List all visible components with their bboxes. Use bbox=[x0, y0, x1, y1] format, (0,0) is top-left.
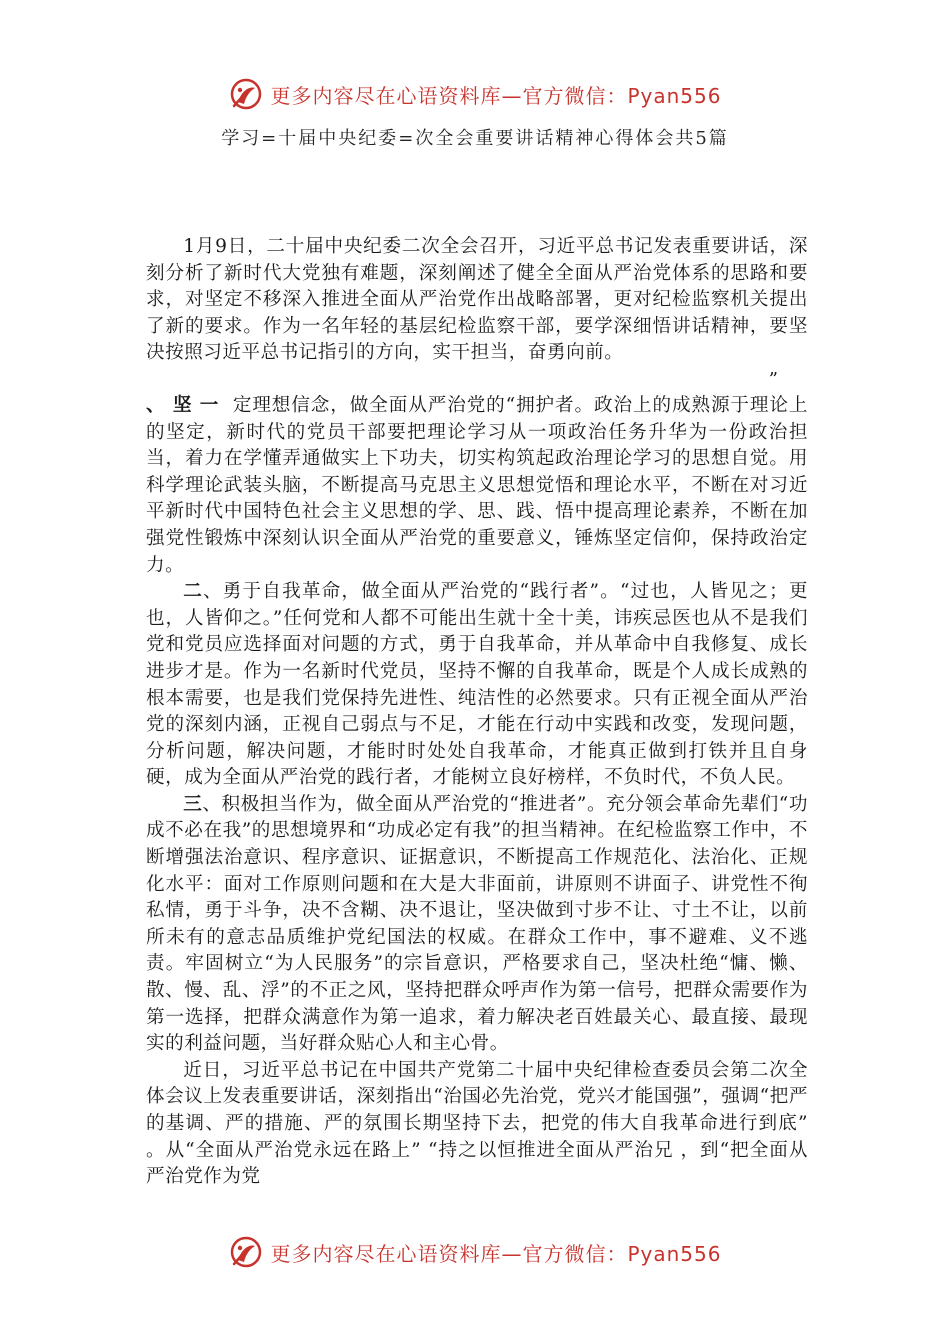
section-1-lead: 、 坚 一 bbox=[146, 394, 220, 416]
header-banner-text: 更多内容尽在心语资料库—官方微信：Pyan556 bbox=[270, 83, 722, 108]
section-3-lead: 三 bbox=[183, 793, 203, 815]
ribbon-logo-icon bbox=[228, 1234, 264, 1270]
document-body bbox=[146, 234, 808, 1191]
header-banner bbox=[0, 74, 950, 114]
section-3-paragraph bbox=[146, 792, 808, 1058]
footer-banner bbox=[0, 1232, 950, 1272]
intro-paragraph: 1月9日，二十届中央纪委二次全会召开，习近平总书记发表重要讲话，深刻分析了新时代大党独有难题，深刻阐述了健全全面从严治党体系的思路和要求，对坚定不移深入推进全面从严治党作出战略部署，更对纪检监察机关提出了新的要求。作为一名年轻的基层纪检监察干部，要学深细悟讲话精神，要坚决按照习近平总书记指引的方向，实干担当，奋勇向前。 bbox=[146, 236, 808, 364]
stray-quote-mark: ” bbox=[768, 368, 778, 390]
closing-paragraph: 近日，习近平总书记在中国共产党第二十届中央纪律检查委员会第二次全体会议上发表重要讲话，深刻指出“治国必先治党，党兴才能国强”，强调“把严的基调、严的措施、严的氛围长期坚持下去，把党的伟大自我革命进行到底” 。从“全面从严治党永远在路上” “持之以恒推进全面从严治兄 ，到“把全面从严治党作为党 bbox=[146, 1059, 808, 1188]
section-2-body: 、勇于自我革命，做全面从严治党的“践行者”。“过也，人皆见之；更也，人皆仰之。”任何党和人都不可能出生就十全十美，讳疾忌医也从不是我们党和党员应选择面对问题的方式，勇于自我革命，并从革命中自我修复、成长进步才是。作为一名新时代党员，坚持不懈的自我革命，既是个人成长成熟的根本需要，也是我们党保持先进性、纯洁性的必然要求。只有正视全面从严治党的深刻内涵，正视自己弱点与不足，才能在行动中实践和改变，发现问题，分析问题，解决问题，才能时时处处自我革命，才能真正做到打铁并且自身硬，成为全面从严治党的践行者，才能树立良好榜样，不负时代，不负人民。 bbox=[146, 581, 808, 789]
section-1-paragraph bbox=[146, 393, 808, 579]
footer-banner-text: 更多内容尽在心语资料库—官方微信：Pyan556 bbox=[270, 1241, 722, 1266]
section-2-lead: 二 bbox=[183, 581, 203, 603]
ribbon-logo-icon bbox=[228, 76, 264, 112]
section-1-body: 定理想信念，做全面从严治党的“拥护者。政治上的成熟源于理论上的坚定，新时代的党员干部要把理论学习从一项政治任务升华为一份政治担当，着力在学懂弄通做实上下功夫，切实构筑起政治理论学习的思想自觉。用科学理论武装头脑，不断提高马克思主义思想觉悟和理论水平，不断在对习近平新时代中国特色社会主义思想的学、思、践、悟中提高理论素养，不断在加强党性锻炼中深刻认识全面从严治党的重要意义，锤炼坚定信仰，保持政治定力。 bbox=[146, 394, 808, 576]
section-2-paragraph bbox=[146, 579, 808, 792]
document-title: 学习=十届中央纪委=次全会重要讲话精神心得体会共5篇 bbox=[221, 128, 729, 149]
section-3-body: 、积极担当作为，做全面从严治党的“推进者”。充分领会革命先辈们“功成不必在我”的思想境界和“功成必定有我”的担当精神。在纪检监察工作中，不断增强法治意识、程序意识、证据意识，不断提高工作规范化、法治化、正规化水平：面对工作原则问题和在大是大非面前，讲原则不讲面子、讲党性不徇私情，勇于斗争，决不含糊、决不退让，坚决做到寸步不让、寸土不让，以前所未有的意志品质维护党纪国法的权威。在群众工作中，事不避难、义不逃责。牢固树立“为人民服务”的宗旨意识，严格要求自己，坚决杜绝“慵、懒、散、慢、乱、浮”的不正之风，坚持把群众呼声作为第一信号，把群众需要作为第一选择，把群众满意作为第一追求，着力解决老百姓最关心、最直接、最现实的利益问题，当好群众贴心人和主心骨。 bbox=[146, 793, 808, 1055]
